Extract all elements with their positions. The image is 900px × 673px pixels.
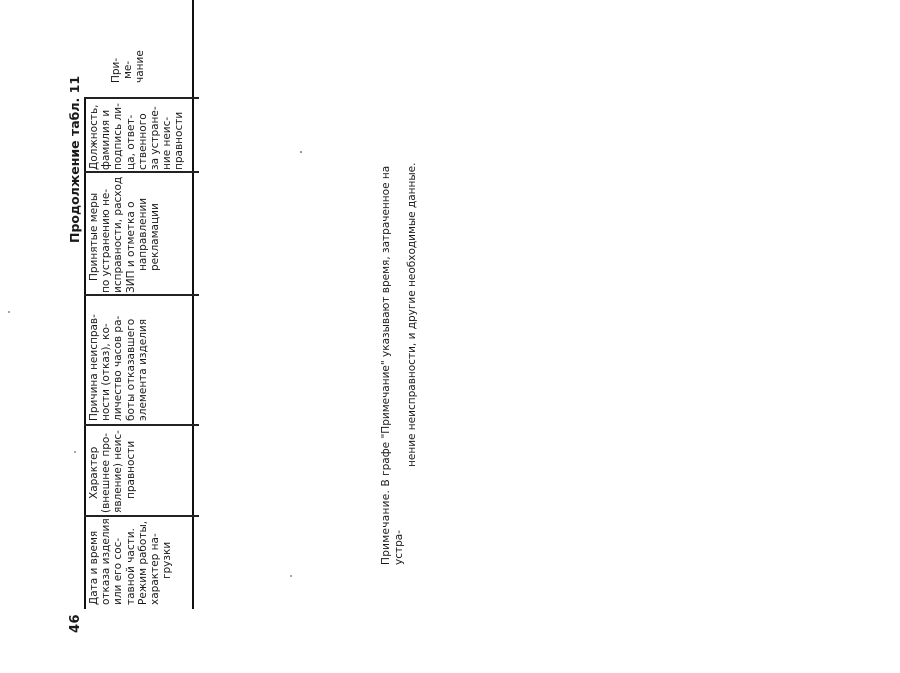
header-line: ственного — [136, 113, 149, 170]
header-line: рекламации — [149, 203, 162, 271]
header-line: Режим работы, — [136, 520, 149, 605]
header-line: явление) неис- — [112, 430, 125, 513]
column-header-fault-character — [88, 427, 137, 513]
header-line: Принятые меры — [88, 192, 100, 281]
header-line: Характер — [88, 446, 100, 499]
header-line: элемента изделия — [136, 318, 149, 421]
header-line: чание — [134, 50, 147, 83]
header-line: фамилия и — [100, 109, 113, 170]
header-line: тавной части. — [124, 528, 137, 605]
header-line: боты отказавшего — [124, 318, 137, 421]
header-line: направлении — [136, 197, 149, 271]
header-line: личество часов ра- — [112, 315, 125, 421]
scan-speck — [290, 575, 292, 577]
header-line: Дата и время — [88, 530, 100, 605]
page-number: 46 — [68, 613, 83, 633]
table-top-rule — [84, 98, 86, 609]
column-header-responsible-person — [88, 98, 186, 170]
header-line: исправности, расход — [112, 176, 125, 293]
scan-speck — [300, 152, 302, 154]
column-header-fault-cause — [88, 297, 149, 421]
table-footnote — [380, 145, 419, 565]
header-line: или его сос- — [112, 537, 125, 605]
header-line: за устране- — [149, 106, 162, 170]
header-line: ние неис- — [161, 116, 174, 170]
header-line: ца, ответ- — [124, 114, 137, 170]
table-continuation-title: Продолжение табл. 11 — [67, 75, 82, 243]
footnote-label: Примечание. — [380, 489, 392, 565]
header-line: по устранению не- — [100, 188, 113, 293]
header-line: правности — [124, 440, 137, 499]
header-line: ности (отказ), ко- — [100, 323, 113, 421]
scan-speck — [8, 311, 10, 313]
column-header-note — [110, 33, 147, 83]
header-line: правности — [173, 111, 186, 170]
column-header-date-time — [88, 517, 173, 605]
header-line: Должность, — [88, 104, 100, 170]
header-line: (внешнее про- — [100, 432, 113, 513]
header-line: ЗИП и отметка о — [124, 201, 137, 293]
footnote-text: В графе "Примечание" указывают время, затраченное на устра- — [380, 165, 405, 565]
header-line: ме- — [122, 60, 135, 79]
column-header-measures-taken — [88, 173, 161, 293]
table-column-divider — [84, 425, 199, 427]
header-line: Причина неисправ- — [88, 314, 100, 421]
header-line: отказа изделия — [100, 518, 113, 605]
footnote-line-2: нение неисправности, и другие необходимые данные. — [406, 162, 418, 467]
scan-speck — [74, 451, 76, 453]
header-line: характер на- — [149, 533, 162, 605]
header-line: грузки — [161, 541, 174, 579]
table-column-divider — [84, 295, 199, 297]
header-line: При- — [110, 57, 122, 83]
header-line: подпись ли- — [112, 103, 125, 170]
footnote-line-1 — [380, 145, 406, 565]
table-header-rule — [192, 0, 194, 609]
